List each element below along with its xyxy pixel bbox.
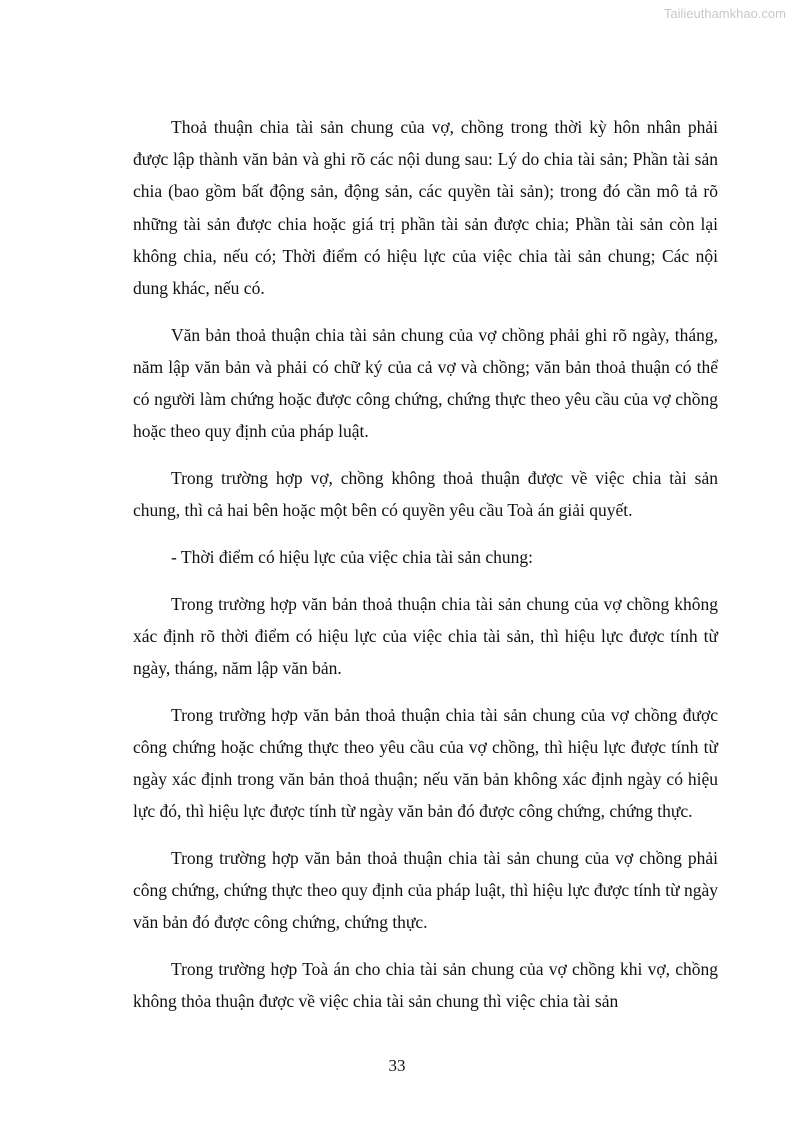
paragraph-bullet: - Thời điểm có hiệu lực của việc chia tài sản chung:: [171, 546, 533, 567]
page-number: 33: [388, 1056, 406, 1075]
watermark: Tailieuthamkhao.com: [663, 6, 786, 21]
paragraph: Thoả thuận chia tài sản chung của vợ, chồng trong thời kỳ hôn nhân phải được lập thành văn bản và ghi rõ các nội dung sau: Lý do chia tài sản; Phần tài sản chia (bao gồm bất động sản, động sản, các quyền tài sản); trong đó cần mô tả rõ những tài sản được chia hoặc giá trị phần tài sản được chia; Phần tài sản còn lại không chia, nếu có; Thời điểm có hiệu lực của việc chia tài sản chung; Các nội dung khác, nếu có.: [133, 117, 718, 299]
paragraph: Trong trường hợp văn bản thoả thuận chia tài sản chung của vợ chồng phải công chứng, chứng thực theo quy định của pháp luật, thì hiệu lực được tính từ ngày văn bản đó được công chứng, chứng thực.: [133, 848, 718, 933]
paragraph: Văn bản thoả thuận chia tài sản chung của vợ chồng phải ghi rõ ngày, tháng, năm lập văn bản và phải có chữ ký của cả vợ và chồng; văn bản thoả thuận có thể có người làm chứng hoặc được công chứng, chứng thực theo yêu cầu của vợ chồng hoặc theo quy định của pháp luật.: [133, 324, 718, 442]
paragraph: Trong trường hợp Toà án cho chia tài sản chung của vợ chồng khi vợ, chồng không thỏa thuận được về việc chia tài sản chung thì việc chia tài sản: [133, 959, 718, 1012]
paragraph: Trong trường hợp văn bản thoả thuận chia tài sản chung của vợ chồng được công chứng hoặc chứng thực theo yêu cầu của vợ chồng, thì hiệu lực được tính từ ngày xác định trong văn bản thoả thuận; nếu văn bản không xác định ngày có hiệu lực đó, thì hiệu lực được tính từ ngày văn bản đó được công chứng, chứng thực.: [133, 704, 718, 822]
document-body: [133, 111, 718, 1032]
paragraph: Trong trường hợp vợ, chồng không thoả thuận được về việc chia tài sản chung, thì cả hai bên hoặc một bên có quyền yêu cầu Toà án giải quyết.: [133, 468, 718, 521]
paragraph: Trong trường hợp văn bản thoả thuận chia tài sản chung của vợ chồng không xác định rõ thời điểm có hiệu lực của việc chia tài sản, thì hiệu lực được tính từ ngày, tháng, năm lập văn bản.: [133, 593, 718, 679]
